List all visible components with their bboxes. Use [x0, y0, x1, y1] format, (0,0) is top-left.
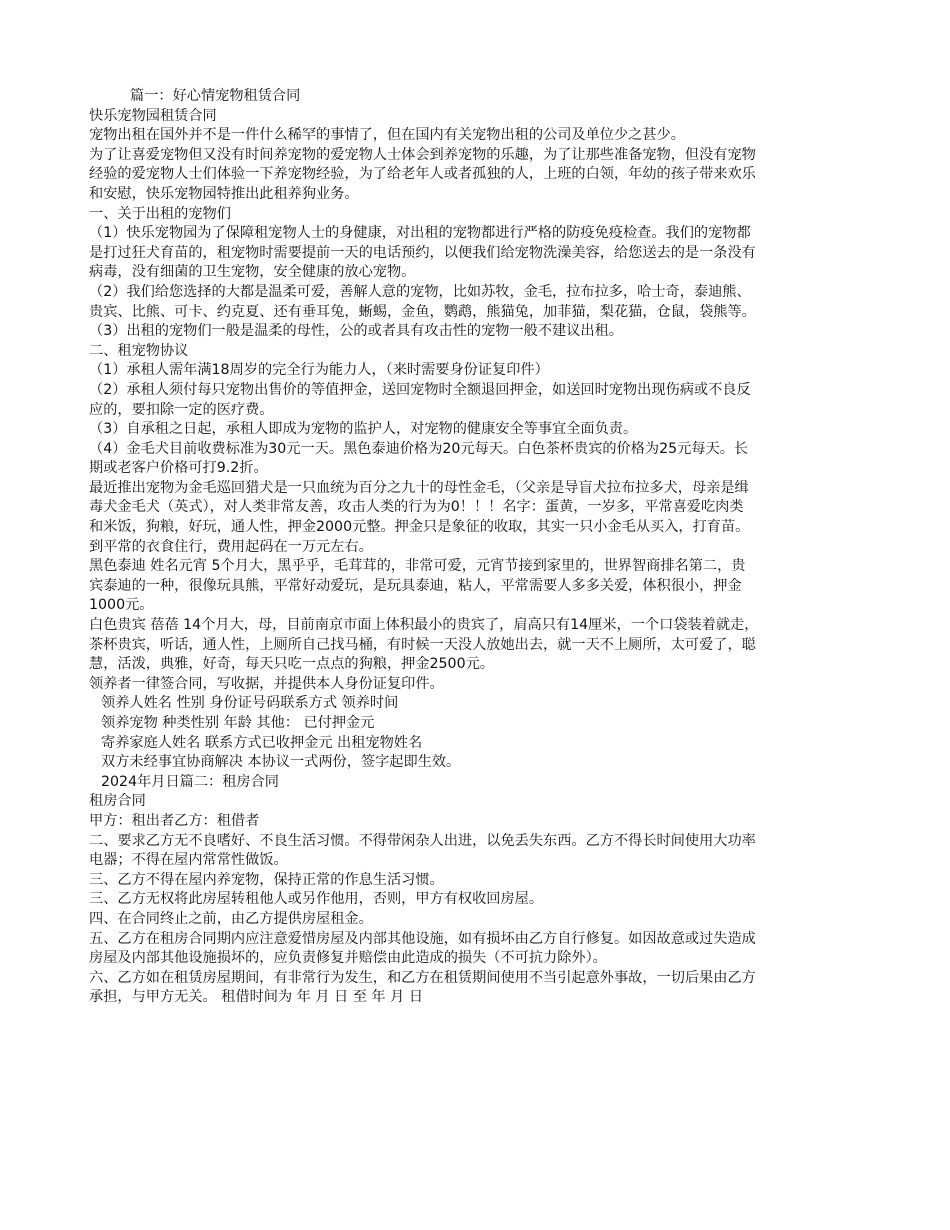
text-line: 期或老客户价格可打9.2折。 [89, 460, 268, 477]
text-line: 黑色泰迪 姓名元宵 5个月大，黑乎乎，毛茸茸的，非常可爱，元宵节接到家里的，世界智商排名第二，贵 [89, 558, 746, 575]
text-line: 电器；不得在屋内常常性做饭。 [89, 852, 288, 869]
text-line: 三、乙方不得在屋内养宠物，保持正常的作息生活习惯。 [89, 871, 444, 888]
text-line: （2）承租人须付每只宠物出售价的等值押金，送回宠物时全额退回押金，如送回时宠物出现伤病或不良反 [89, 381, 751, 398]
text-line: （3）出租的宠物们一般是温柔的母性，公的或者具有攻击性的宠物一般不建议出租。 [89, 323, 623, 340]
text-line: 白色贵宾 蓓蓓 14个月大，母，目前南京市面上体积最小的贵宾了，肩高只有14厘米，一个口袋装着就走， [89, 617, 759, 634]
date-line: 2024年月日篇二：租房合同 [101, 773, 279, 790]
text-line: 贵宾、比熊、可卡、约克夏、还有垂耳兔，蜥蜴，金鱼，鹦鹉，熊猫兔，加菲猫，梨花猫，仓鼠，袋熊等。 [89, 303, 756, 320]
text-line: 和米饭，狗粮，好玩，通人性，押金2000元整。押金只是象征的收取，其实一只小金毛从买入，打育苗。 [89, 519, 750, 536]
text-line: 和安慰，快乐宠物园特推出此租养狗业务。 [89, 185, 359, 202]
section-heading: 一、关于出租的宠物们 [89, 205, 231, 222]
text-line: 四、在合同终止之前，由乙方提供房屋租金。 [89, 910, 373, 927]
text-line: 承担，与甲方无关。 租借时间为 年 月 日 至 年 月 日 [89, 989, 424, 1006]
text-line: （2）我们给您选择的大都是温柔可爱，善解人意的宠物，比如苏牧，金毛，拉布拉多，哈士奇，泰迪熊、 [89, 283, 751, 300]
text-line: 领养者一律签合同，写收据，并提供本人身份证复印件。 [89, 675, 444, 692]
text-line: 宠物出租在国外并不是一件什么稀罕的事情了，但在国内有关宠物出租的公司及单位少之甚少。 [89, 127, 685, 144]
text-line: 经验的爱宠物人士们体验一下养宠物经验，为了给老年人或者孤独的人，上班的白领，年幼的孩子带来欢乐 [89, 166, 756, 183]
text-line: 五、乙方在租房合同期内应注意爱惜房屋及内部其他设施，如有损坏由乙方自行修复。如因故意或过失造成 [89, 930, 756, 947]
text-line: 六、乙方如在租赁房屋期间，有非常行为发生，和乙方在租赁期间使用不当引起意外事故，一切后果由乙方 [89, 969, 756, 986]
form-line: 寄养家庭人姓名 联系方式已收押金元 出租宠物姓名 [101, 734, 423, 751]
parties-line: 甲方：租出者乙方：租借者 [89, 812, 260, 829]
doc-heading: 篇一：好心情宠物租赁合同 [130, 88, 301, 104]
text-line: 房屋及内部其他设施损坏的，应负责修复并赔偿由此造成的损失（不可抗力除外）。 [89, 950, 607, 967]
text-line: 宾泰迪的一种，很像玩具熊，平常好动爱玩，是玩具泰迪，粘人，平常需要人多多关爱，体积很小，押金 [89, 577, 742, 594]
text-line: 三、乙方无权将此房屋转租他人或另作他用，否则，甲方有权收回房屋。 [89, 891, 544, 908]
form-line: 领养人姓名 性别 身份证号码联系方式 领养时间 [101, 695, 399, 712]
form-line: 双方未经事宜协商解决 本协议一式两份，签字起即生效。 [101, 754, 461, 771]
form-line: 领养宠物 种类性别 年龄 其他： 已付押金元 [101, 715, 375, 731]
text-line: 毒犬金毛犬（英式），对人类非常友善，攻击人类的行为为0！！！名字：蛋黄，一岁多，平常喜爱吃肉类 [89, 499, 744, 516]
text-line: 二、要求乙方无不良嗜好、不良生活习惯。不得带闲杂人出进，以免丢失东西。乙方不得长时间使用大功率 [89, 832, 756, 849]
text-line: 为了让喜爱宠物但又没有时间养宠物的爱宠物人士体会到养宠物的乐趣，为了让那些准备宠物，但没有宠物 [89, 146, 756, 163]
text-line: （1）快乐宠物园为了保障租宠物人士的身健康，对出租的宠物都进行严格的防疫免疫检查。我们的宠物都 [89, 225, 751, 242]
text-line: （3）自承租之日起，承租人即成为宠物的监护人，对宠物的健康安全等事宜全面负责。 [89, 421, 638, 438]
section-heading: 二、租宠物协议 [89, 342, 189, 359]
text-line: 病毒，没有细菌的卫生宠物，安全健康的放心宠物。 [89, 264, 416, 281]
text-line: （1）承租人需年满18周岁的完全行为能力人，（来时需要身份证复印件） [89, 362, 549, 379]
text-line: 到平常的衣食住行，费用起码在一万元左右。 [89, 538, 373, 555]
text-line: 是打过狂犬育苗的，租宠物时需要提前一天的电话预约，以便我们给宠物洗澡美容，给您送去的是一条没有 [89, 244, 756, 261]
text-line: 慧，活泼，典雅，好奇，每天只吃一点点的狗粮，押金2500元。 [89, 656, 494, 673]
text-line: 最近推出宠物为金毛巡回猎犬是一只血统为百分之九十的母性金毛，（父亲是导盲犬拉布拉多犬，母亲是缉 [89, 479, 749, 496]
text-line: （4）金毛犬目前收费标准为30元一天。黑色泰迪价格为20元每天。白色茶杯贵宾的价格为25元每天。长 [89, 440, 749, 457]
text-line: 茶杯贵宾，听话，通人性，上厕所自己找马桶，有时候一天没人放她出去，就一天不上厕所，太可爱了，聪 [89, 636, 756, 653]
contract-title: 租房合同 [89, 793, 146, 810]
text-line: 1000元。 [89, 597, 154, 614]
text-line: 应的，要扣除一定的医疗费。 [89, 401, 274, 418]
contract-title: 快乐宠物园租赁合同 [89, 107, 217, 124]
